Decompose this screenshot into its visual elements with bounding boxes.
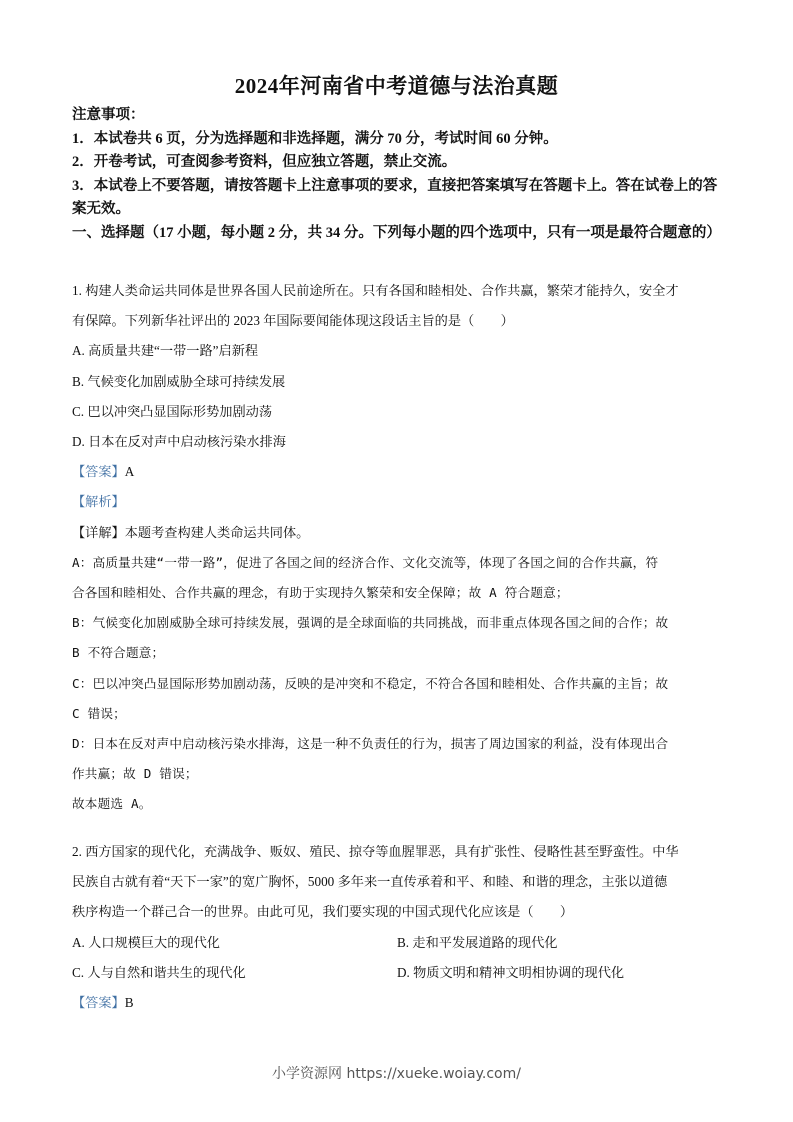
option-d: D. 物质文明和精神文明相协调的现代化 xyxy=(397,964,625,980)
analysis-body xyxy=(72,548,722,820)
analysis-line: A：高质量共建“一带一路”，促进了各国之间的经济合作、文化交流等，体现了各国之间的合作共赢，符 xyxy=(72,554,659,570)
footer-watermark: 小学资源网 https://xueke.woiay.com/ xyxy=(272,1066,521,1082)
question-2 xyxy=(72,837,722,1018)
answer-label: 【答案】 xyxy=(72,995,125,1011)
option-c: C. 巴以冲突凸显国际形势加剧动荡 xyxy=(72,403,273,419)
option-d: D. 日本在反对声中启动核污染水排海 xyxy=(72,434,286,450)
answer-row xyxy=(72,988,722,1018)
detail-row xyxy=(72,518,722,548)
detail-intro: 本题考查构建人类命运共同体。 xyxy=(124,524,310,540)
option-b: B. 走和平发展道路的现代化 xyxy=(397,934,558,950)
answer-label: 【答案】 xyxy=(72,464,125,480)
answer-value: B xyxy=(124,995,134,1011)
question-1 xyxy=(72,276,722,820)
answer-value: A xyxy=(124,464,135,480)
question-stem-line: 民族自古就有着“天下一家”的宽广胸怀，5000 多年来一直传承着和平、和睦、和谐的理念，主张以道德 xyxy=(72,874,668,890)
analysis-line: 合各国和睦相处、合作共赢的理念，有助于实现持久繁荣和安全保障；故 A 符合题意； xyxy=(72,585,569,601)
notice-item-3: 3．本试卷上不要答题，请按答题卡上注意事项的要求，直接把答案填写在答题卡上。答在试卷上的答案无效。 xyxy=(72,177,718,217)
analysis-line: C 错误； xyxy=(72,705,126,721)
notice-heading: 注意事项： xyxy=(72,107,145,123)
notice-item-1: 1．本试卷共 6 页，分为选择题和非选择题，满分 70 分，考试时间 60 分钟。 xyxy=(72,130,558,147)
analysis-conclusion: 故本题选 A。 xyxy=(72,796,152,812)
option-b: B. 气候变化加剧威胁全球可持续发展 xyxy=(72,373,286,389)
option-c: C. 人与自然和谐共生的现代化 xyxy=(72,964,246,980)
question-stem-line: 1. 构建人类命运共同体是世界各国人民前途所在。只有各国和睦相处、合作共赢，繁荣才能持久，安全才 xyxy=(72,283,679,298)
analysis-line: B：气候变化加剧威胁全球可持续发展，强调的是全球面临的共同挑战，而非重点体现各国之间的合作；故 xyxy=(72,615,669,631)
option-a: A. 高质量共建“一带一路”启新程 xyxy=(72,343,259,359)
option-a: A. 人口规模巨大的现代化 xyxy=(72,934,220,950)
detail-label: 【详解】 xyxy=(72,524,125,540)
analysis-line: C：巴以冲突凸显国际形势加剧动荡，反映的是冲突和不稳定，不符合各国和睦相处、合作共赢的主旨；故 xyxy=(72,675,669,691)
question-stem-line: 秩序构造一个群己合一的世界。由此可见，我们要实现的中国式现代化应该是（ ） xyxy=(72,904,574,920)
section-heading: 一、选择题（17 小题，每小题 2 分，共 34 分。下列每小题的四个选项中，只有一项是最符合题意的） xyxy=(72,224,721,241)
notice-section xyxy=(72,104,722,245)
page-title: 2024年河南省中考道德与法治真题 xyxy=(234,74,559,98)
analysis-line: B 不符合题意； xyxy=(72,645,165,661)
analysis-line: D：日本在反对声中启动核污染水排海，这是一种不负责任的行为，损害了周边国家的利益，没有体现出合 xyxy=(72,736,669,752)
notice-item-2: 2．开卷考试，可查阅参考资料，但应独立答题，禁止交流。 xyxy=(72,154,457,170)
question-stem-line: 有保障。下列新华社评出的 2023 年国际要闻能体现这段话主旨的是（ ） xyxy=(72,313,514,329)
analysis-line: 作共赢；故 D 错误； xyxy=(72,766,198,782)
options-grid xyxy=(72,928,722,988)
answer-row xyxy=(72,457,722,487)
question-stem-line: 2. 西方国家的现代化，充满战争、贩奴、殖民、掠夺等血腥罪恶，具有扩张性、侵略性甚至野蛮性。中华 xyxy=(72,844,679,859)
analysis-label: 【解析】 xyxy=(72,494,125,510)
